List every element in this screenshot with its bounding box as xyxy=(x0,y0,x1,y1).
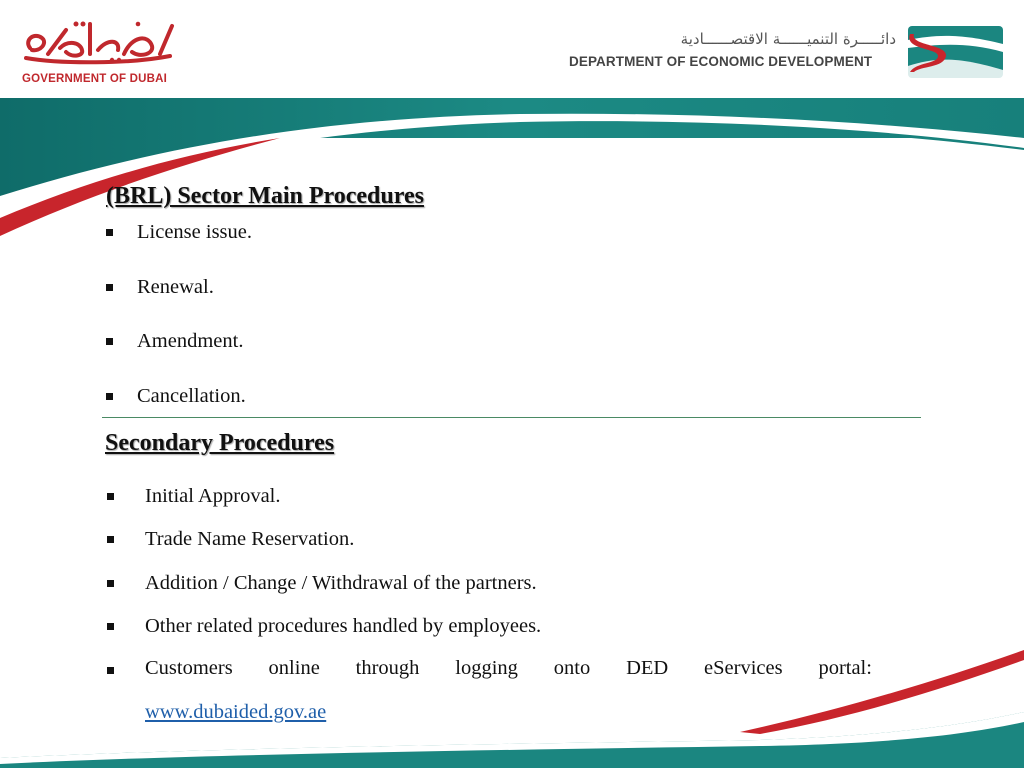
square-bullet-icon xyxy=(107,667,114,674)
square-bullet-icon xyxy=(107,580,114,587)
online-procedure-word: Customers xyxy=(145,657,233,679)
main-procedure-label: License issue. xyxy=(137,221,252,243)
ded-arabic-name: دائـــــرة التنميــــــة الاقتصــــــادية xyxy=(680,30,896,48)
online-procedure-text xyxy=(145,657,872,680)
online-procedure-word: eServices xyxy=(704,657,783,679)
square-bullet-icon xyxy=(106,284,113,291)
secondary-procedure-label: Other related procedures handled by employees. xyxy=(145,615,542,637)
square-bullet-icon xyxy=(106,338,113,345)
secondary-procedure-label: Trade Name Reservation. xyxy=(145,528,355,550)
secondary-procedures-heading: Secondary Procedures xyxy=(105,430,335,456)
online-procedure-word: DED xyxy=(626,657,669,679)
ded-english-name: DEPARTMENT OF ECONOMIC DEVELOPMENT xyxy=(569,54,873,69)
government-of-dubai-text: GOVERNMENT OF DUBAI xyxy=(22,73,167,85)
main-procedure-label: Cancellation. xyxy=(137,385,246,407)
online-procedure-word: onto xyxy=(553,657,591,679)
section-divider xyxy=(102,417,921,418)
square-bullet-icon xyxy=(106,393,113,400)
secondary-procedure-label: Addition / Change / Withdrawal of the partners. xyxy=(145,572,537,594)
main-procedures-heading: (BRL) Sector Main Procedures xyxy=(106,183,424,209)
online-procedure-word: online xyxy=(268,657,320,679)
main-procedure-label: Amendment. xyxy=(137,330,244,352)
square-bullet-icon xyxy=(107,623,114,630)
main-procedure-label: Renewal. xyxy=(137,276,214,298)
online-procedure-word: logging xyxy=(455,657,518,679)
ded-portal-link[interactable]: www.dubaided.gov.ae xyxy=(145,701,327,723)
square-bullet-icon xyxy=(107,493,114,500)
online-procedure-word: through xyxy=(355,657,420,679)
square-bullet-icon xyxy=(106,229,113,236)
square-bullet-icon xyxy=(107,536,114,543)
online-procedure-word: portal: xyxy=(818,657,872,679)
secondary-procedure-label: Initial Approval. xyxy=(145,485,281,507)
